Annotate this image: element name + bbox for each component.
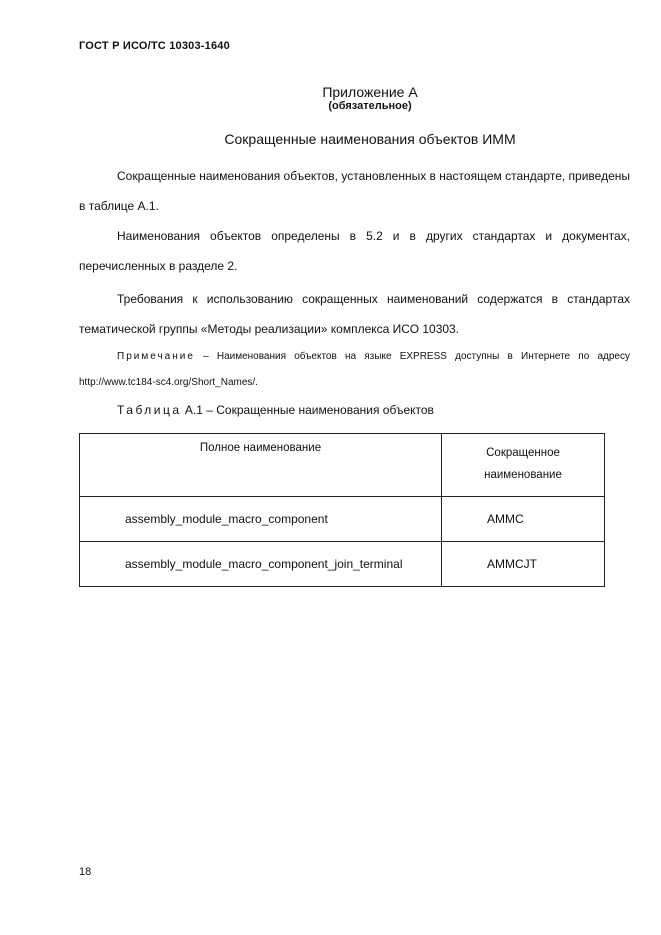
row-full-name: assembly_module_macro_component [80,497,442,542]
paragraph-2: Наименования объектов определены в 5.2 и в других стандартах и документах, перечисленных в разделе 2. [79,229,630,273]
table-caption-label: Таблица [117,403,182,417]
table-row [80,497,605,542]
row-full-name: assembly_module_macro_component_join_terminal [80,542,442,587]
abbreviations-table [79,433,605,587]
annex-title: Приложение А [322,84,418,100]
note-dash: – [194,351,217,362]
header-short-name-line1: Сокращенное [486,447,560,459]
row-short-name: AMMC [442,497,605,542]
note [79,344,630,396]
header-short-name-line2: наименование [484,469,562,481]
paragraph-1: Сокращенные наименования объектов, установленных в настоящем стандарте, приведены в таблице А.1. [79,169,630,213]
header-full-name: Полное наименование [80,434,442,497]
note-label: Примечание [117,351,195,362]
table-caption-text: А.1 – Сокращенные наименования объектов [181,403,434,417]
table-caption [117,402,434,418]
page-number: 18 [79,866,92,878]
row-short-name: AMMCJT [442,542,605,587]
header-short-name [442,434,605,497]
document-code: ГОСТ Р ИСО/ТС 10303-1640 [79,40,230,52]
table-header-row [80,434,605,497]
section-title: Сокращенные наименования объектов ИММ [224,131,516,147]
table-row [80,542,605,587]
paragraph-3: Требования к использованию сокращенных наименований содержатся в стандартах тематической группы «Методы реализации» комплекса ИСО 10303. [79,292,630,336]
note-text: Наименования объектов на языке EXPRESS доступны в Интернете по адресу http://www.tc184-sc4.org/Short_Names/. [79,351,630,388]
annex-subtitle: (обязательное) [328,100,412,112]
